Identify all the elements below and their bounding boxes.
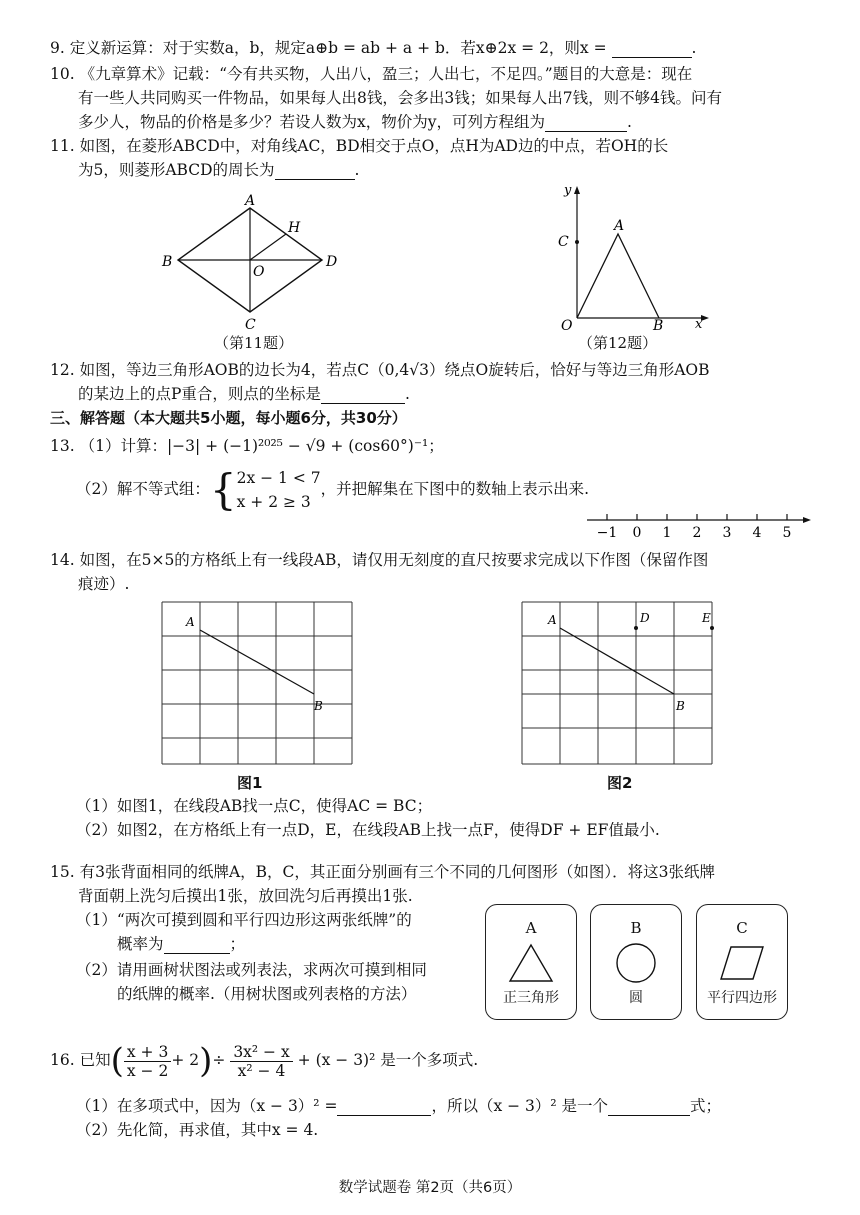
figure-2-caption: 图2	[607, 774, 633, 792]
question-12-line-2: 的某边上的点P重合，则点的坐标是 .	[78, 385, 410, 403]
card-c: C 平行四边形	[696, 904, 788, 1020]
tick-label: 5	[782, 525, 792, 541]
answer-blank[interactable]	[337, 1099, 431, 1116]
tick-label: 2	[692, 525, 702, 541]
answer-blank[interactable]	[612, 41, 692, 58]
question-15-line-1: 15. 有3张背面相同的纸牌A，B，C，其正面分别画有三个不同的几何图形（如图）．将这3张纸牌	[50, 863, 716, 881]
grid-figure-1[interactable]	[150, 594, 370, 774]
label-o: O	[561, 318, 573, 332]
answer-blank[interactable]	[545, 115, 627, 132]
tick-label: 3	[722, 525, 732, 541]
fraction-1: $\frac{x + 3}{x - 2}$	[124, 1043, 171, 1080]
label-d: D	[326, 254, 338, 270]
fraction-2: $\frac{\text{3x² − x}}{\text{x² − 4}}$	[230, 1043, 292, 1080]
parallelogram-icon	[717, 941, 767, 985]
label-b: B	[653, 318, 664, 332]
tick-label: 4	[752, 525, 762, 541]
tick-label: 1	[662, 525, 672, 541]
question-16-expression: 16. 已知( $\frac{x + 3}{x - 2}$ + 2)÷ $\frac{\text{3x² − x}}{\text{x² − 4}}$ + (x − 3)² 是一个多项式.	[50, 1041, 479, 1081]
segment-ab	[200, 630, 314, 694]
question-13-part-2: （2）解不等式组：{ 2x − 1 < 7 x + 2 ≥ 3 ，并把解集在下图中的数轴上表示出来.	[76, 465, 590, 514]
section-heading: 三、解答题（本大题共5小题，每小题6分，共30分）	[50, 409, 407, 427]
coordinate-figure	[545, 180, 715, 332]
answer-blank[interactable]	[275, 163, 355, 180]
answer-blank[interactable]	[321, 387, 405, 404]
label-x: x	[695, 317, 703, 332]
number-line[interactable]	[585, 508, 815, 542]
card-b: B 圆	[590, 904, 682, 1020]
question-14-part-2: （2）如图2，在方格纸上有一点D，E，在线段AB上找一点F，使得DF + EF值最小.	[76, 821, 660, 839]
question-16-part-2: （2）先化简，再求值，其中x = 4.	[76, 1121, 319, 1139]
question-13-part-1: 13. （1）计算：|−3| + (−1)²⁰²⁵ − √9 + (cos60°)⁻¹；	[50, 437, 444, 455]
tick-label: 0	[632, 525, 642, 541]
page-footer: 数学试题卷 第2页（共6页）	[338, 1180, 522, 1196]
question-15-part-2-cont: 的纸牌的概率.（用树状图或列表格的方法）	[117, 985, 417, 1003]
grid-figure-2[interactable]	[510, 594, 730, 774]
label-b: B	[162, 254, 173, 270]
label-c: C	[558, 234, 569, 250]
question-15-part-1: （1）“两次可摸到圆和平行四边形这两张纸牌”的	[76, 911, 412, 929]
inequality-system: 2x − 1 < 7 x + 2 ≥ 3	[236, 469, 321, 511]
question-10-line-1: 10. 《九章算术》记载：“今有共买物，人出八，盈三；人出七，不足四。”题目的大意是：现在	[50, 65, 693, 83]
svg-text:A: A	[186, 615, 195, 629]
label-c: C	[245, 317, 256, 332]
label-a: A	[245, 193, 256, 209]
point-e	[710, 626, 714, 630]
question-9: 9. 定义新运算：对于实数a，b，规定a⊕b = ab + a + b．若x⊕2x = 2，则x = .	[50, 39, 697, 57]
segment-ab	[560, 628, 674, 694]
figure-1-caption: 图1	[237, 774, 263, 792]
card-a: A 正三角形	[485, 904, 577, 1020]
answer-blank[interactable]	[164, 937, 230, 954]
svg-text:E: E	[702, 611, 711, 625]
question-15-part-2: （2）请用画树状图法或列表法，求两次可摸到相同	[76, 961, 427, 979]
answer-blank[interactable]	[608, 1099, 690, 1116]
rhombus-figure	[150, 192, 360, 332]
question-number: 9.	[50, 39, 65, 57]
question-14-part-1: （1）如图1，在线段AB找一点C，使得AC = BC；	[76, 797, 433, 815]
point-d	[634, 626, 638, 630]
circle-icon	[611, 941, 661, 985]
label-a: A	[614, 218, 625, 234]
question-15-part-1-cont: 概率为 ；	[117, 935, 246, 953]
svg-text:B: B	[676, 699, 685, 713]
question-10-line-3: 多少人，物品的价格是多少？若设人数为x，物价为y，可列方程组为 .	[78, 113, 632, 131]
label-o: O	[253, 264, 265, 280]
question-15-line-2: 背面朝上洗匀后摸出1张，放回洗匀后再摸出1张.	[78, 887, 413, 905]
svg-text:A: A	[548, 613, 557, 627]
svg-text:B: B	[314, 699, 323, 713]
triangle-icon	[506, 941, 556, 985]
question-10-line-2: 有一些人共同购买一件物品，如果每人出8钱，会多出3钱；如果每人出7钱，则不够4钱。问有	[78, 89, 722, 107]
figure-12-caption: （第12题）	[578, 334, 658, 352]
label-y: y	[564, 183, 572, 198]
label-h: H	[288, 220, 301, 236]
svg-text:D: D	[640, 611, 650, 625]
question-text: 定义新运算：对于实数a，b，规定a⊕b = ab + a + b．若x⊕2x = 2，则x =	[69, 39, 607, 57]
question-16-part-1: （1）在多项式中，因为（x − 3）² = ，所以（x − 3）² 是一个 式；	[76, 1097, 722, 1115]
question-14-line-2: 痕迹）.	[78, 575, 130, 593]
question-11-line-1: 11. 如图，在菱形ABCD中，对角线AC，BD相交于点O，点H为AD边的中点，若OH的长	[50, 137, 669, 155]
figure-11-caption: （第11题）	[214, 334, 294, 352]
tick-label: −1	[596, 525, 618, 541]
question-11-line-2: 为5，则菱形ABCD的周长为 .	[78, 161, 360, 179]
question-14-line-1: 14. 如图，在5×5的方格纸上有一线段AB，请仅用无刻度的直尺按要求完成以下作图（保留作图	[50, 551, 709, 569]
question-12-line-1: 12. 如图，等边三角形AOB的边长为4，若点C（0,4√3）绕点O旋转后，恰好与等边三角形AOB	[50, 361, 710, 379]
